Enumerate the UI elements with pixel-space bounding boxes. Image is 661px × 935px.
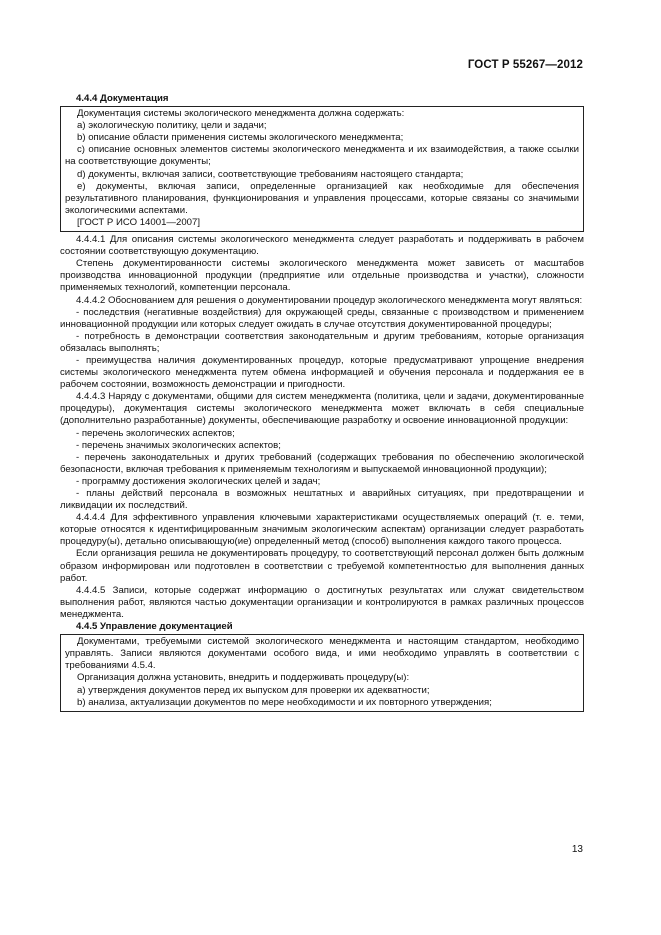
body-paragraph: 4.4.4.1 Для описания системы экологического менеджмента следует разработать и поддерживать в рабочем состоянии соответствующую документацию. xyxy=(60,234,584,258)
source-reference: [ГОСТ Р ИСО 14001—2007] xyxy=(77,216,201,228)
box-paragraph: а) экологическую политику, цели и задачи; xyxy=(77,120,267,132)
body-paragraph: - перечень законодательных и других требований (содержащих требования по обеспечению экологической безопасности, включая требования к применяемым технологиям и выпускаемой инновационной продукции); xyxy=(60,451,584,475)
body-paragraph: 4.4.4.5 Записи, которые содержат информацию о достигнутых результатах или служат свидетельством выполнения работ, являются частью документации организации и контролируются в рамках различных процессов менеджмента. xyxy=(60,584,584,620)
quoted-requirements-box-4-4-4 xyxy=(60,106,584,232)
body-paragraph: 4.4.4.4 Для эффективного управления ключевыми характеристиками осуществляемых операций (т. е. теми, которые относятся к идентифицированным значимым экологическим аспектам) организации следует разработать процедуру(ы), детально описывающую(ие) определенный метод (способ) выполнения каждого такого процесса. xyxy=(60,512,584,548)
page-content xyxy=(60,93,584,714)
box-paragraph: Документами, требуемыми системой экологического менеджмента и настоящим стандартом, необходимо управлять. Записи являются документами особого вида, и ими необходимо управлять в соответствии с требованиями 4.5.4. xyxy=(65,636,579,672)
body-paragraph: - программу достижения экологических целей и задач; xyxy=(76,475,321,487)
section-heading-4-4-5: 4.4.5 Управление документацией xyxy=(76,621,233,633)
box-paragraph: b) описание области применения системы экологического менеджмента; xyxy=(77,132,404,144)
document-code: ГОСТ Р 55267—2012 xyxy=(467,59,583,71)
box-paragraph: d) документы, включая записи, соответствующие требованиям настоящего стандарта; xyxy=(77,168,464,180)
box-paragraph: е) документы, включая записи, определенные организацией как необходимые для обеспечения результативного планирования, функционирования и управления процессами, которые связаны со значимыми экологическими аспектами. xyxy=(65,180,579,216)
section-heading-4-4-4: 4.4.4 Документация xyxy=(76,93,169,104)
body-paragraph: 4.4.4.3 Наряду с документами, общими для систем менеджмента (политика, цели и задачи, документированные процедуры), документация системы экологического менеджмента может включать в себя специальные (дополнительно разработанные) документы, обеспечивающие разработку и освоение инновационной продукции: xyxy=(60,391,584,427)
body-paragraph: - последствия (негативные воздействия) для окружающей среды, связанные с производством и применением инновационной продукции или которых следует ожидать в случае отсутствия документированной процедуры; xyxy=(60,306,584,330)
box-paragraph: Организация должна установить, внедрить и поддерживать процедуру(ы): xyxy=(77,672,410,684)
body-paragraph: 4.4.4.2 Обоснованием для решения о документировании процедур экологического менеджмента могут являться: xyxy=(76,294,583,306)
body-paragraph: - перечень значимых экологических аспектов; xyxy=(76,439,281,451)
box-paragraph: а) утверждения документов перед их выпуском для проверки их адекватности; xyxy=(77,684,430,696)
body-paragraph: - преимущества наличия документированных процедур, которые предусматривают упрощение внедрения системы экологического менеджмента путем обмена информацией и обучения персонала и поддержания ее в рабочем состоянии, возможность демонстрации и пригодности. xyxy=(60,354,584,391)
body-paragraph: - потребность в демонстрации соответствия законодательным и другим требованиям, которые организация обязалась выполнять; xyxy=(60,330,584,354)
body-paragraph: - планы действий персонала в возможных нештатных и аварийных ситуациях, при предотвращении и ликвидации их последствий. xyxy=(60,488,584,512)
page-number: 13 xyxy=(571,844,583,855)
box-paragraph: c) описание основных элементов системы экологического менеджмента и их взаимодействия, а также ссылки на соответствующие документы; xyxy=(65,144,579,168)
body-paragraph: - перечень экологических аспектов; xyxy=(76,427,235,439)
box-paragraph: b) анализа, актуализации документов по мере необходимости и их повторного утверждения; xyxy=(77,696,492,708)
box-paragraph: Документация системы экологического менеджмента должна содержать: xyxy=(77,108,405,120)
body-paragraph: Если организация решила не документировать процедуру, то соответствующий персонал должен быть должным образом информирован или подготовлен в соответствии с требуемой компетентностью для выполнения данных работ. xyxy=(60,548,584,584)
body-paragraph: Степень документированности системы экологического менеджмента может зависеть от масштабов производства инновационной продукции (предприятие или отдельные производства и участки), сложности применяемых технологий, компетенции персонала. xyxy=(60,258,584,294)
quoted-requirements-box-4-4-5 xyxy=(60,634,584,712)
